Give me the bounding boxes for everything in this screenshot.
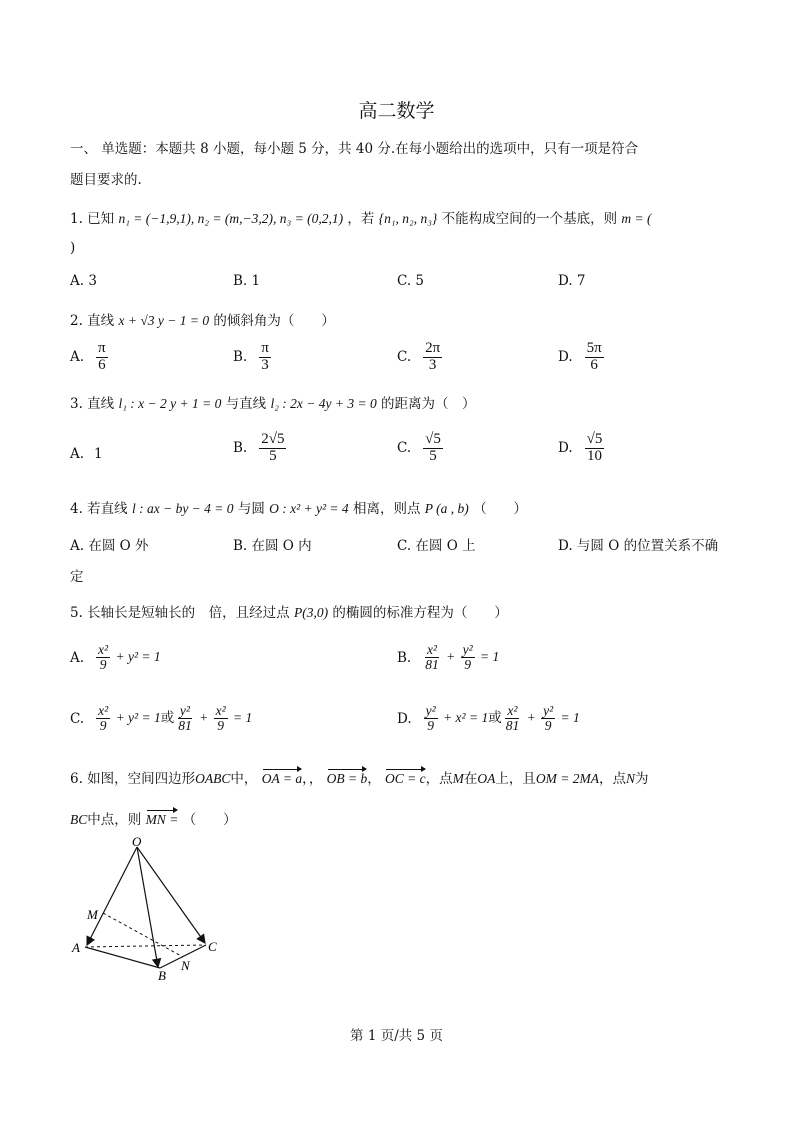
q3-c-den: 5 [429, 447, 437, 464]
q3-d-fraction [585, 432, 605, 465]
q2-prefix: 2. 直线 [70, 313, 115, 329]
q3-l1: l₁ : x − 2 y + 1 = 0 [118, 396, 222, 411]
q6-p4: 在 [463, 771, 478, 787]
q6-sep2: ， [367, 771, 381, 787]
q1-option-a: A. 3 [70, 273, 97, 289]
q3-d-label: D. [558, 440, 573, 457]
q2-b-label: B. [233, 349, 248, 366]
q3-c-fraction [423, 432, 443, 465]
q2-a-num: π [98, 340, 106, 356]
q4-line: l : ax − by − 4 = 0 [131, 501, 234, 516]
q3-b-label: B. [233, 440, 248, 457]
q2-expr: x + √3 y − 1 = 0 [118, 313, 210, 328]
q3-d-num: √5 [586, 431, 603, 447]
q5-a-equation: $\frac{\text{x²}}{9}$ + y² = 1 [98, 642, 161, 673]
q2-c-den: 3 [428, 356, 437, 373]
q6-p1: 6. 如图，空间四边形 [70, 771, 196, 787]
q4-option-d-wrap: 定 [70, 569, 84, 585]
q6-vector-ob: OB = b [326, 771, 368, 786]
q3-a-label: A. [70, 446, 85, 462]
q3-option-b [233, 432, 288, 465]
q6-p2: 中， [230, 771, 258, 787]
q5-d-equation: $\frac{\text{y²}}{9}$ + x² = 1或 $\frac{\text{x²}}{81}$ + $\frac{\text{y²}}{9}$ = 1 [425, 703, 580, 734]
q6-p3: ，点 [425, 771, 453, 787]
q5-stem2: 的椭圆的标准方程为（ ） [332, 605, 508, 621]
q2-a-den: 6 [98, 356, 106, 373]
q6-p6: ，点 [599, 771, 627, 787]
q3-b-fraction [259, 432, 286, 465]
q3-a-value: 1 [94, 446, 103, 462]
q6-p9: （ ） [182, 812, 237, 828]
q6-condition: OM = 2MA [535, 771, 600, 786]
question-6-stem-line1 [70, 767, 649, 787]
q2-d-fraction [585, 341, 604, 374]
q2-option-c [397, 341, 444, 374]
q5-stem1: 5. 长轴长是短轴长的 倍，且经过点 [70, 605, 290, 621]
q6-oa-segment: OA [477, 771, 496, 786]
q3-mid: 与直线 [225, 396, 267, 412]
q2-d-den: 6 [590, 356, 598, 373]
q2-c-fraction [423, 341, 442, 374]
label-n: N [181, 958, 190, 973]
q3-l2: l₂ : 2x − 4y + 3 = 0 [270, 396, 377, 411]
q4-suffix1: 相离，则点 [352, 501, 421, 517]
q4-option-c: C. 在圆 O 上 [397, 538, 476, 554]
q4-prefix: 4. 若直线 [70, 501, 128, 517]
q2-a-label: A. [70, 349, 85, 366]
q3-option-c [397, 432, 445, 465]
q1-option-d: D. 7 [558, 273, 586, 289]
q1-prefix: 1. 已知 [70, 211, 115, 227]
q3-b-den: 5 [269, 447, 277, 464]
label-a: A [72, 940, 80, 955]
q2-b-num: π [261, 340, 269, 356]
q2-c-num: 2π [425, 340, 441, 356]
q2-d-label: D. [558, 349, 573, 366]
q1-set: {n₁, n₂, n₃} [378, 211, 438, 226]
q1-close-paren: ) [70, 240, 76, 256]
q5-b-equation: $\frac{\text{x²}}{81}$ + $\frac{\text{y²}}{9}$ = 1 [425, 642, 500, 673]
q6-sep1: ，， [302, 771, 323, 787]
page-footer: 第 1 页/共 5 页 [350, 1028, 443, 1044]
q5-point: P(3,0) [293, 605, 329, 620]
question-5-stem [70, 601, 508, 621]
q5-c-label: C. [70, 710, 85, 727]
label-o: O [132, 835, 142, 849]
q4-option-b: B. 在圆 O 内 [233, 538, 312, 554]
q3-c-num: √5 [425, 431, 441, 447]
q1-target: m = ( [621, 211, 652, 226]
q5-c-or: 或 [160, 709, 175, 725]
label-c: C [208, 939, 217, 954]
q2-option-b [233, 341, 273, 374]
q5-c-equation: $\frac{\text{x²}}{9}$ + y² = 1或 $\frac{\text{y²}}{81}$ + $\frac{\text{x²}}{9}$ = 1 [98, 703, 253, 734]
q1-vectors: n₁ = (−1,9,1), n₂ = (m,−3,2), n₃ = (0,2,1) [118, 211, 344, 226]
question-3-stem [70, 392, 476, 412]
q5-b-label: B. [397, 649, 412, 666]
q6-vector-oa: OA = a [261, 771, 303, 786]
q2-d-num: 5π [586, 340, 602, 356]
question-2-stem [70, 309, 335, 329]
q5-option-b [397, 643, 499, 672]
section-heading-line1: 一、 单选题：本题共 8 小题，每小题 5 分，共 40 分.在每小题给出的选项中，只有一项是符合 [70, 141, 639, 157]
q5-option-d [397, 704, 580, 733]
tetrahedron-figure [65, 835, 235, 990]
q6-vector-mn: MN = [145, 812, 179, 827]
q5-option-a [70, 643, 161, 672]
page-title: 高二数学 [358, 100, 435, 122]
edge-ac-dashed [85, 945, 206, 947]
q6-p8: 中点，则 [87, 812, 142, 828]
q3-c-label: C. [397, 440, 412, 457]
q4-point: P (a , b) [424, 501, 469, 516]
section-heading-line2: 题目要求的. [70, 172, 142, 188]
segment-mn-dashed [103, 913, 183, 957]
q6-p7: 为 [635, 771, 649, 787]
q3-option-d [558, 432, 606, 465]
q6-bc: BC [70, 812, 88, 827]
q4-mid: 与圆 [237, 501, 265, 517]
q1-option-b: B. 1 [233, 273, 261, 289]
q3-option-a [70, 446, 103, 462]
edge-oa [87, 847, 137, 945]
q2-c-label: C. [397, 349, 412, 366]
question-6-stem-line2 [70, 808, 237, 828]
q2-suffix: 的倾斜角为（ ） [213, 313, 335, 329]
q5-a-label: A. [70, 649, 85, 666]
q2-option-a [70, 341, 110, 374]
q2-a-fraction [96, 341, 108, 374]
q4-option-d: D. 与圆 O 的位置关系不确 [558, 538, 719, 554]
q6-vector-oc: OC = c [385, 771, 426, 786]
q6-p5: 上，且 [495, 771, 536, 787]
q3-d-den: 10 [587, 447, 602, 464]
q1-suffix: 不能构成空间的一个基底，则 [441, 211, 618, 227]
q1-mid: ，若 [347, 211, 375, 227]
label-m: M [87, 907, 98, 922]
q2-option-d [558, 341, 606, 374]
q2-b-den: 3 [261, 356, 269, 373]
q3-suffix: 的距离为（ ） [381, 396, 476, 412]
label-b: B [158, 968, 166, 983]
q4-option-a: A. 在圆 O 外 [70, 538, 149, 554]
edge-oc [137, 847, 205, 943]
q3-prefix: 3. 直线 [70, 396, 115, 412]
question-4-stem [70, 497, 527, 517]
q2-b-fraction [259, 341, 271, 374]
question-1-stem [70, 207, 652, 227]
q6-point-m: M [452, 771, 464, 786]
q4-circle: O : x² + y² = 4 [269, 501, 349, 516]
q3-b-num: 2√5 [261, 431, 285, 447]
edge-ob [137, 847, 158, 967]
q4-suffix2: （ ） [473, 501, 528, 517]
q5-d-or: 或 [488, 709, 502, 725]
q5-d-label: D. [397, 710, 412, 727]
q1-option-c: C. 5 [397, 273, 425, 289]
q6-point-n: N [626, 771, 636, 786]
q5-option-c [70, 704, 252, 733]
edge-ab [85, 947, 160, 968]
q6-quad: OABC [195, 771, 231, 786]
